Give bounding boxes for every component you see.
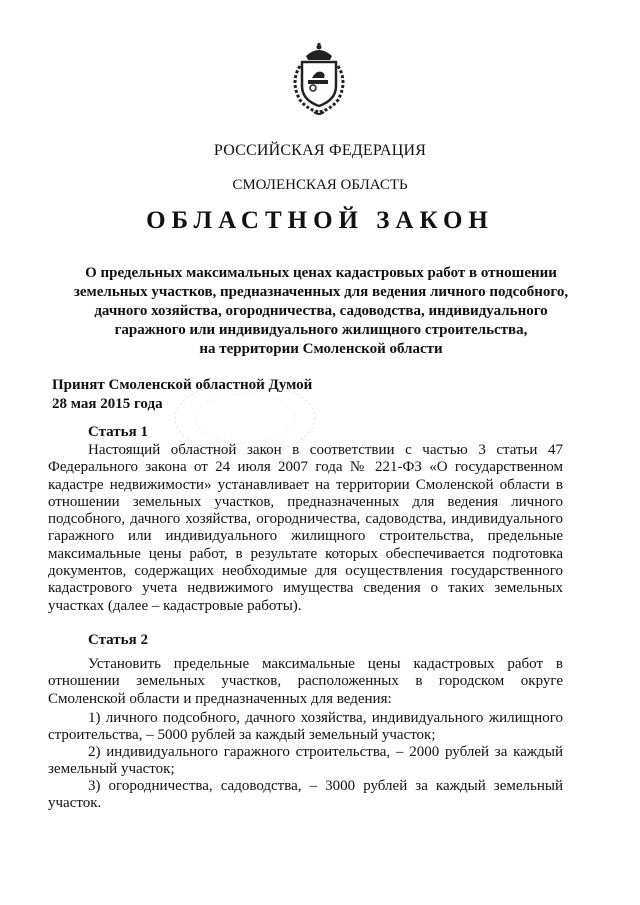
subject-line: гаражного или индивидуального жилищного строительства,: [114, 322, 528, 338]
law-subject: [46, 264, 596, 359]
subject-line: дачного хозяйства, огородничества, садоводства, индивидуального: [94, 303, 548, 319]
article-2-intro: Установить предельные максимальные цены кадастровых работ в отношении земельных участков, расположенных в городском округе Смоленской области и предназначенных для ведения:: [48, 656, 563, 707]
article-1-heading: Статья 1: [88, 424, 148, 440]
adoption-info: [52, 376, 312, 414]
article-2-heading: Статья 2: [88, 632, 148, 648]
country-name: РОССИЙСКАЯ ФЕДЕРАЦИЯ: [213, 142, 427, 159]
article-2-item-1: 1) личного подсобного, дачного хозяйства, индивидуального жилищного строительства, – 5000 рублей за каждый земельный участок;: [48, 710, 563, 744]
adoption-date: 28 мая 2015 года: [52, 396, 163, 412]
adoption-body: Принят Смоленской областной Думой: [52, 377, 313, 393]
law-type-title: ОБЛАСТНОЙ ЗАКОН: [146, 207, 494, 234]
coat-of-arms-emblem: [286, 42, 352, 118]
subject-line: на территории Смоленской области: [199, 341, 443, 357]
subject-line: О предельных максимальных ценах кадастровых работ в отношении: [85, 265, 557, 281]
region-name: СМОЛЕНСКАЯ ОБЛАСТЬ: [232, 177, 408, 193]
article-1-text: Настоящий областной закон в соответствии с частью 3 статьи 47 Федерального закона от 24 июля 2007 года № 221-ФЗ «О государственном кадастре недвижимости» устанавливает на территории Смоленской области в отношении земельных участков, предназначенных для ведения личного подсобного, дачного хозяйства, огородничества, садоводства, индивидуального гаражного или индивидуального жилищного строительства, предельные максимальные цены работ, в результате которых обеспечивается подготовка документов, содержащих необходимые для осуществления государственного кадастрового учета недвижимого имущества сведения о таких земельных участках (далее – кадастровые работы).: [48, 442, 563, 614]
article-2-item-2: 2) индивидуального гаражного строительства, – 2000 рублей за каждый земельный участок;: [48, 744, 563, 778]
article-2-item-3: 3) огородничества, садоводства, – 3000 рублей за каждый земельный участок.: [48, 778, 563, 812]
subject-line: земельных участков, предназначенных для ведения личного подсобного,: [73, 284, 569, 300]
